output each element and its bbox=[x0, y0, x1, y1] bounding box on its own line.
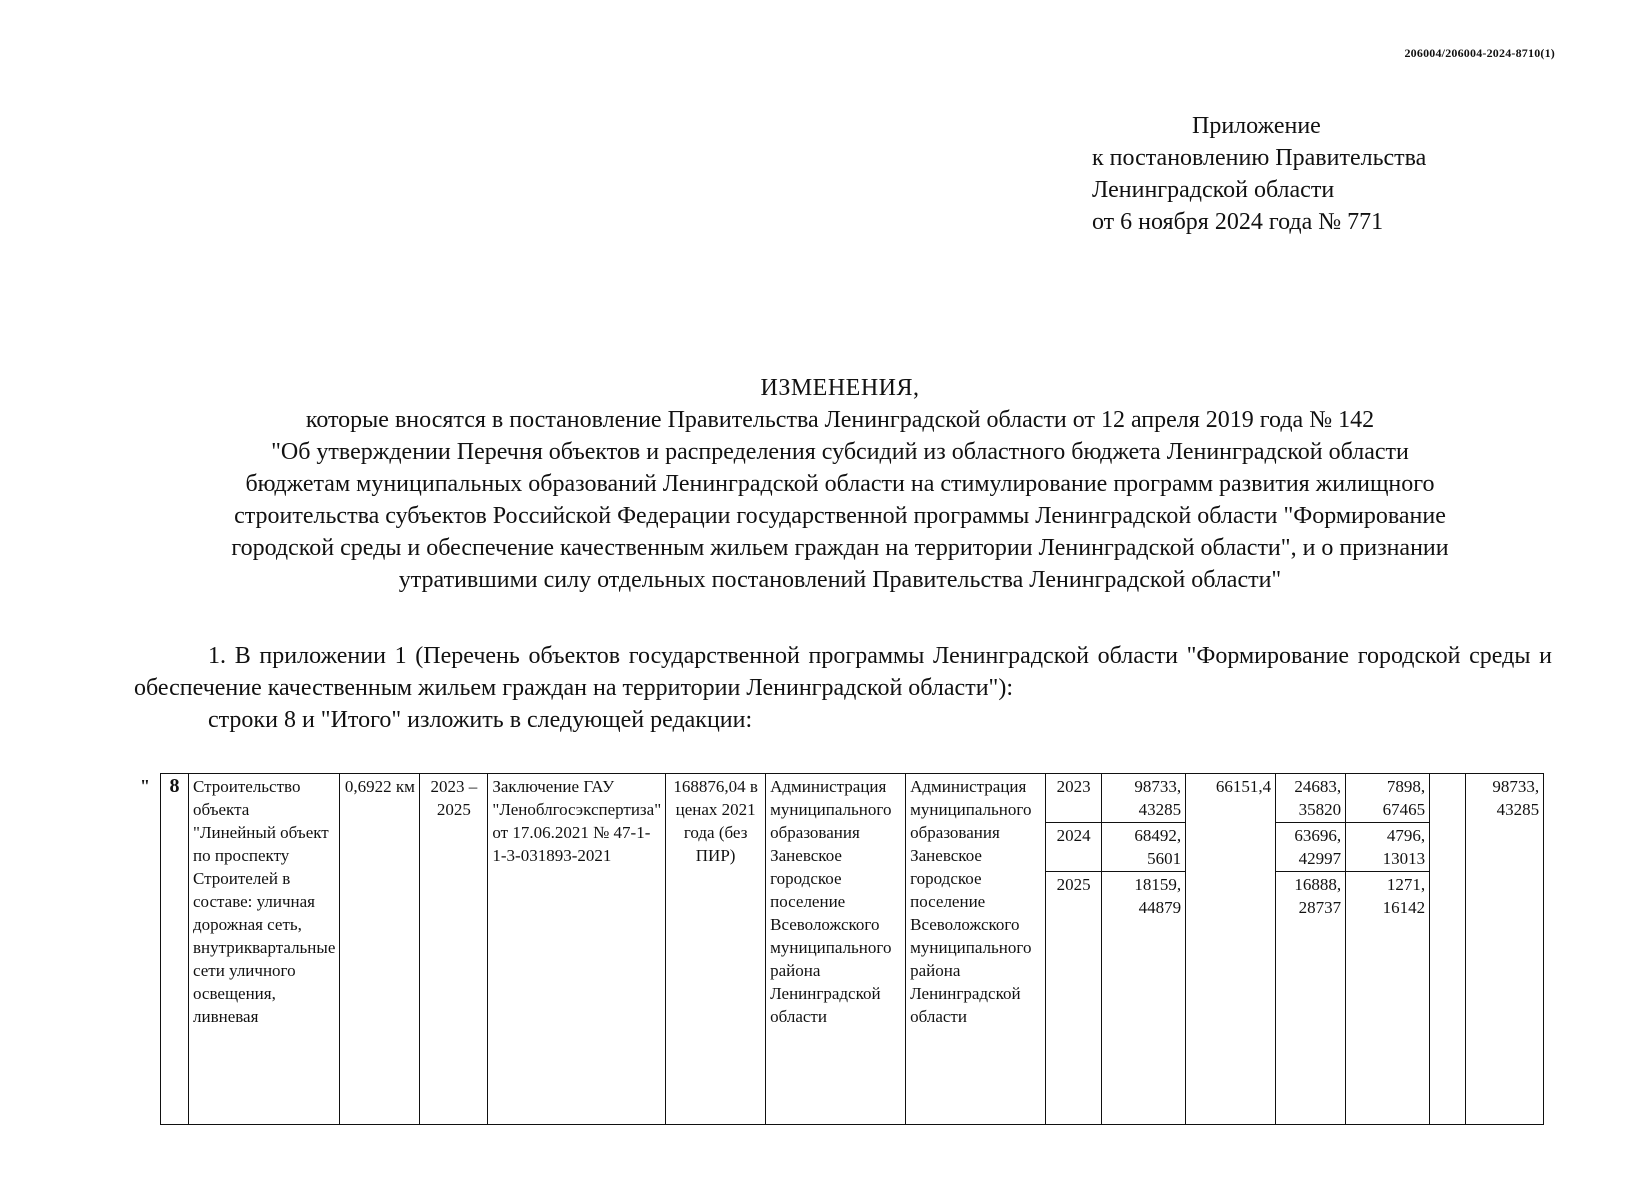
appendix-line-4: от 6 ноября 2024 года № 771 bbox=[1092, 209, 1384, 235]
paragraph-1: 1. В приложении 1 (Перечень объектов государственной программы Ленинградской области "Формирование городской среды и обеспечение качественным жильем граждан на территории Ленинградской области"): bbox=[134, 643, 1552, 701]
title-line: бюджетам муниципальных образований Ленинградской области на стимулирование программ развития жилищного bbox=[245, 471, 1435, 497]
title-heading: ИЗМЕНЕНИЯ, bbox=[760, 375, 920, 401]
empty-cell bbox=[1430, 774, 1466, 1125]
body-paragraphs bbox=[134, 640, 1552, 736]
table-row bbox=[161, 774, 1544, 823]
appendix-line-1: Приложение bbox=[1192, 113, 1321, 139]
local-cell: 4796, 13013 bbox=[1346, 823, 1430, 872]
local-cell: 7898, 67465 bbox=[1346, 774, 1430, 823]
appendix-line-3: Ленинградской области bbox=[1092, 177, 1335, 203]
local-cell: 1271, 16142 bbox=[1346, 872, 1430, 1125]
objects-table bbox=[160, 773, 1544, 1125]
open-quote: " bbox=[140, 776, 150, 796]
expertise-cell: Заключение ГАУ "Леноблгосэкспертиза" от 17.06.2021 № 47-1-1-3-031893-2021 bbox=[488, 774, 666, 1125]
appendix-header bbox=[1092, 110, 1426, 238]
year-cell: 2023 bbox=[1046, 774, 1102, 823]
federal-cell: 66151,4 bbox=[1186, 774, 1276, 1125]
title-line: городской среды и обеспечение качественным жильем граждан на территории Ленинградской области", и о признании bbox=[231, 535, 1449, 561]
capacity-cell: 0,6922 км bbox=[340, 774, 420, 1125]
last-total-cell: 98733, 43285 bbox=[1466, 774, 1544, 1125]
customer-cell: Администрация муниципального образования Заневское городское поселение Всеволожского муниципального района Ленинградской области bbox=[766, 774, 906, 1125]
regional-cell: 16888, 28737 bbox=[1276, 872, 1346, 1125]
title-line: "Об утверждении Перечня объектов и распределения субсидий из областного бюджета Ленинградской области bbox=[271, 439, 1409, 465]
estimated-cost-cell: 168876,04 в ценах 2021 года (без ПИР) bbox=[666, 774, 766, 1125]
total-cell: 18159, 44879 bbox=[1102, 872, 1186, 1125]
period-cell: 2023 – 2025 bbox=[420, 774, 488, 1125]
year-cell: 2025 bbox=[1046, 872, 1102, 1125]
title-line: строительства субъектов Российской Федерации государственной программы Ленинградской области "Формирование bbox=[234, 503, 1446, 529]
regional-cell: 24683, 35820 bbox=[1276, 774, 1346, 823]
developer-cell: Администрация муниципального образования Заневское городское поселение Всеволожского муниципального района Ленинградской области bbox=[906, 774, 1046, 1125]
object-name-cell: Строительство объекта "Линейный объект по проспекту Строителей в составе: уличная дорожная сеть, внутриквартальные сети уличного освещения, ливневая bbox=[189, 774, 340, 1125]
paragraph-2: строки 8 и "Итого" изложить в следующей редакции: bbox=[208, 707, 753, 733]
row-number: 8 bbox=[161, 774, 189, 1125]
appendix-line-2: к постановлению Правительства bbox=[1092, 145, 1427, 171]
title-line: которые вносятся в постановление Правительства Ленинградской области от 12 апреля 2019 года № 142 bbox=[305, 407, 1375, 433]
total-cell: 98733, 43285 bbox=[1102, 774, 1186, 823]
regional-cell: 63696, 42997 bbox=[1276, 823, 1346, 872]
title-line: утратившими силу отдельных постановлений Правительства Ленинградской области" bbox=[398, 567, 1282, 593]
year-cell: 2024 bbox=[1046, 823, 1102, 872]
document-id: 206004/206004-2024-8710(1) bbox=[1404, 46, 1555, 60]
total-cell: 68492, 5601 bbox=[1102, 823, 1186, 872]
document-title bbox=[130, 372, 1550, 596]
